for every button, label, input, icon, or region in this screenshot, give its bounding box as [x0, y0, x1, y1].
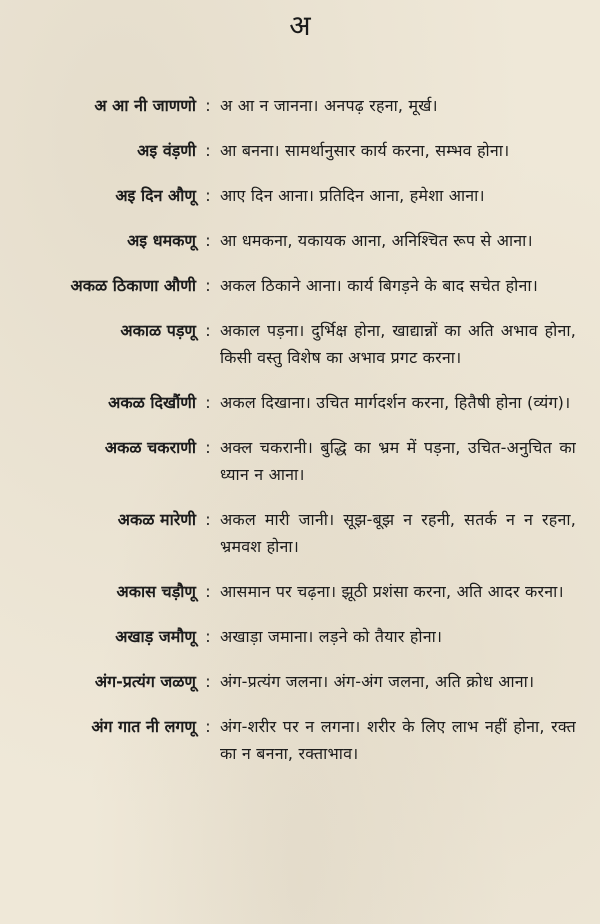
- entry-definition: अंग-प्रत्यंग जलना। अंग-अंग जलना, अति क्रोध आना।: [220, 672, 535, 691]
- entry-term: अकाळ पड़णू: [120, 321, 196, 340]
- entry-term: अंग गात नी लगणू: [91, 717, 196, 736]
- entry-term: अइ धमकणू: [127, 231, 196, 250]
- dictionary-entry: [0, 137, 600, 164]
- dictionary-entry: [0, 92, 600, 119]
- entry-term: अइ वंड़णी: [137, 141, 196, 160]
- entry-colon: :: [205, 438, 211, 457]
- entry-definition: आ बनना। सामर्थानुसार कार्य करना, सम्भव होना।: [220, 141, 510, 160]
- entry-term: अकास चड़ौणू: [116, 582, 196, 601]
- entry-colon: :: [205, 231, 211, 250]
- entry-colon: :: [205, 186, 211, 205]
- entry-colon: :: [205, 321, 211, 340]
- entry-definition: अक्ल चकरानी। बुद्धि का भ्रम में पड़ना, उचित-अनुचित का ध्यान न आना।: [220, 438, 576, 484]
- entry-term: अकळ ठिकाणा औणी: [70, 276, 196, 295]
- entry-colon: :: [205, 717, 211, 736]
- entry-colon: :: [205, 276, 211, 295]
- entry-list: [0, 92, 600, 785]
- entry-term: अकळ दिखौंणी: [108, 393, 196, 412]
- entry-definition: आए दिन आना। प्रतिदिन आना, हमेशा आना।: [220, 186, 485, 205]
- entry-term: अइ दिन औणू: [115, 186, 196, 205]
- dictionary-entry: [0, 272, 600, 299]
- entry-term: अखाड़ जमौणू: [115, 627, 196, 646]
- entry-definition: अखाड़ा जमाना। लड़ने को तैयार होना।: [220, 627, 443, 646]
- dictionary-entry: [0, 182, 600, 209]
- entry-definition: अकल मारी जानी। सूझ-बूझ न रहनी, सतर्क न न रहना, भ्रमवश होना।: [220, 510, 576, 556]
- entry-term: अकळ मारेणी: [117, 510, 196, 529]
- dictionary-entry: [0, 623, 600, 650]
- dictionary-entry: [0, 434, 600, 488]
- dictionary-entry: [0, 227, 600, 254]
- entry-definition: अंग-शरीर पर न लगना। शरीर के लिए लाभ नहीं होना, रक्त का न बनना, रक्ताभाव।: [220, 717, 576, 763]
- entry-term: अ आ नी जाणणो: [94, 96, 196, 115]
- entry-definition: अकल दिखाना। उचित मार्गदर्शन करना, हितैषी होना (व्यंग)।: [220, 393, 571, 412]
- entry-definition: अकाल पड़ना। दुर्भिक्ष होना, खाद्यान्नों का अति अभाव होना, किसी वस्तु विशेष का अभाव प्रगट करना।: [220, 321, 576, 367]
- entry-colon: :: [205, 96, 211, 115]
- dictionary-entry: [0, 578, 600, 605]
- dictionary-entry: [0, 389, 600, 416]
- dictionary-entry: [0, 668, 600, 695]
- entry-definition: अकल ठिकाने आना। कार्य बिगड़ने के बाद सचेत होना।: [220, 276, 538, 295]
- dictionary-entry: [0, 317, 600, 371]
- dictionary-entry: [0, 713, 600, 767]
- entry-definition: आ धमकना, यकायक आना, अनिश्चित रूप से आना।: [220, 231, 533, 250]
- entry-colon: :: [205, 672, 211, 691]
- entry-definition: आसमान पर चढ़ना। झूठी प्रशंसा करना, अति आदर करना।: [220, 582, 564, 601]
- entry-term: अंग-प्रत्यंग जळणू: [94, 672, 196, 691]
- entry-colon: :: [205, 141, 211, 160]
- entry-term: अकळ चकराणी: [104, 438, 196, 457]
- dictionary-entry: [0, 506, 600, 560]
- section-heading: अ: [289, 9, 311, 42]
- entry-colon: :: [205, 582, 211, 601]
- entry-definition: अ आ न जानना। अनपढ़ रहना, मूर्ख।: [220, 96, 438, 115]
- entry-colon: :: [205, 510, 211, 529]
- entry-colon: :: [205, 393, 211, 412]
- entry-colon: :: [205, 627, 211, 646]
